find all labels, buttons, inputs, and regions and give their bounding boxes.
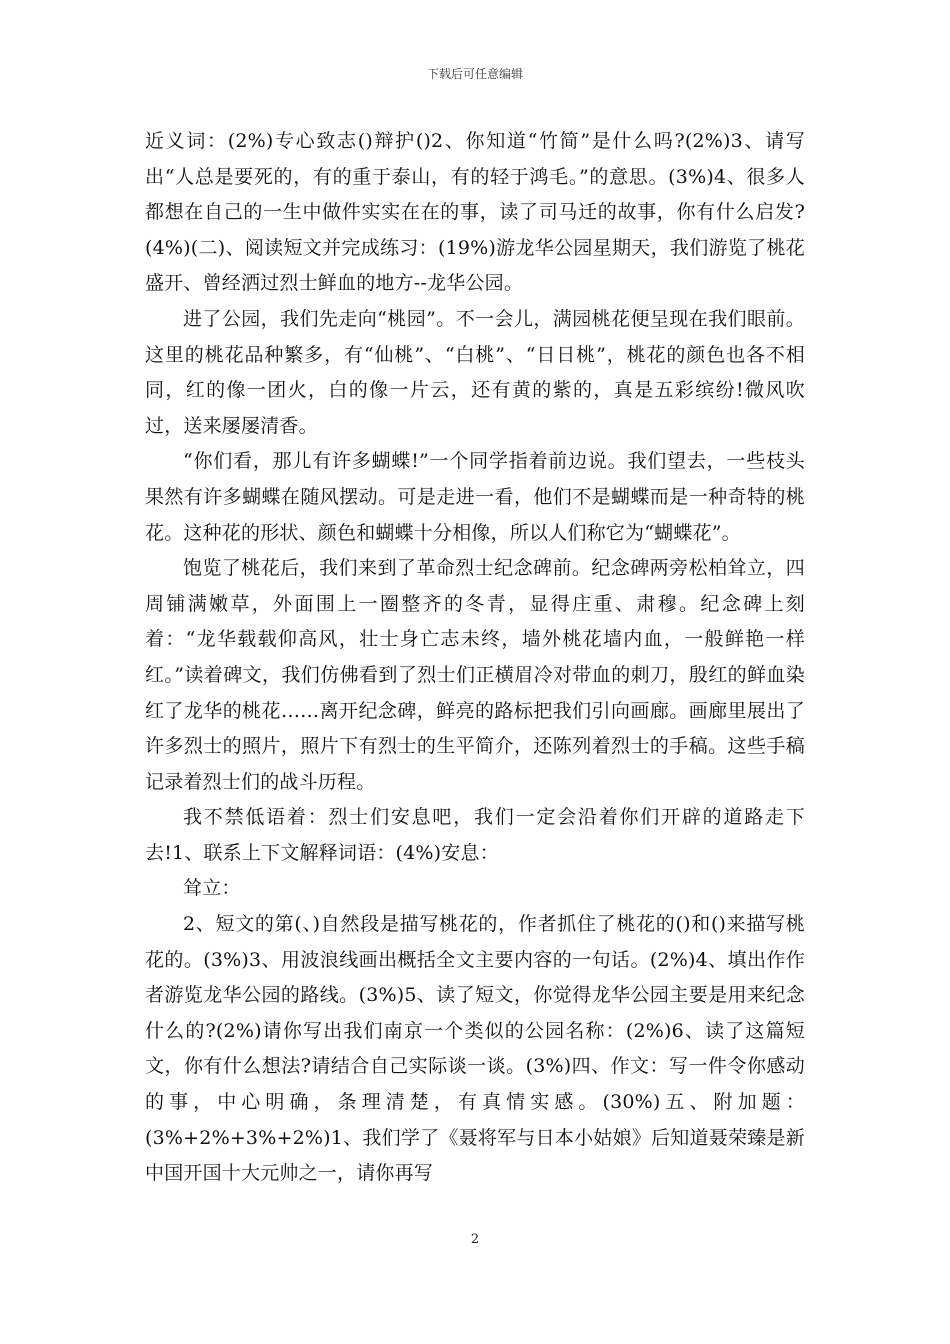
paragraph-questions-intro: 近义词：(2%)专心致志()辩护()2、你知道“竹简”是什么吗?(2%)3、请写出“人总是要死的，有的重于泰山，有的轻于鸿毛。”的意思。(3%)4、很多人都想在自己的一生中做件实实在在的事，读了司马迁的故事，你有什么启发?(4%)(二)、阅读短文并完成练习：(19%)游龙华公园星期天，我们游览了桃花盛开、曾经洒过烈士鲜血的地方--龙华公园。 [145,130,805,295]
paragraph-peach-garden: 进了公园，我们先走向“桃园”。不一会儿，满园桃花便呈现在我们眼前。这里的桃花品种繁多，有“仙桃”、“白桃”、“日日桃”，桃花的颜色也各不相同，红的像一团火，白的像一片云，还有黄的紫的，真是五彩缤纷!微风吹过，送来屡屡清香。 [145,307,805,437]
paragraph-butterfly-flower: “你们看，那儿有许多蝴蝶!”一个同学指着前边说。我们望去，一些枝头果然有许多蝴蝶在随风摆动。可是走进一看，他们不是蝴蝶而是一种奇特的桃花。这种花的形状、颜色和蝴蝶十分相像，所以人们称它为“蝴蝶花”。 [145,450,805,544]
page-number: 2 [470,1232,480,1247]
paragraph-definition-line: 耸立： [183,877,241,900]
paragraph-more-questions: 2、短文的第(、)自然段是描写桃花的，作者抓住了桃花的()和()来描写桃花的。(3%)3、用波浪线画出概括全文主要内容的一句话。(2%)4、填出作作者游览龙华公园的路线。(3%)5、读了短文，你觉得龙华公园主要是用来纪念什么的?(2%)请你写出我们南京一个类似的公园名称：(2%)6、读了这篇短文，你有什么想法?请结合自己实际谈一谈。(3%)四、作文：写一件令你感动的事，中心明确，条理清楚，有真情实感。(30%)五、附加题：(3%+2%+3%+2%)1、我们学了《聂将军与日本小姑娘》后知道聂荣臻是新中国开国十大元帅之一，请你再写 [145,913,805,1185]
document-body [145,124,805,1192]
paragraph-rest-in-peace: 我不禁低语着：烈士们安息吧，我们一定会沿着你们开辟的道路走下去!1、联系上下文解释词语：(4%)安息： [145,806,805,864]
paragraph-monument: 饱览了桃花后，我们来到了革命烈士纪念碑前。纪念碑两旁松柏耸立，四周铺满嫩草，外面围上一圈整齐的冬青，显得庄重、肃穆。纪念碑上刻着：“龙华载载仰高风，壮士身亡志未终，墙外桃花墙内血，一般鲜艳一样红。”读着碑文，我们仿佛看到了烈士们正横眉冷对带血的刺刀，殷红的鲜血染红了龙华的桃花……离开纪念碑，鲜亮的路标把我们引向画廊。画廊里展出了许多烈士的照片，照片下有烈士的生平简介，还陈列着烈士的手稿。这些手稿记录着烈士们的战斗历程。 [145,557,805,793]
page-header: 下载后可任意编辑 [426,67,523,81]
